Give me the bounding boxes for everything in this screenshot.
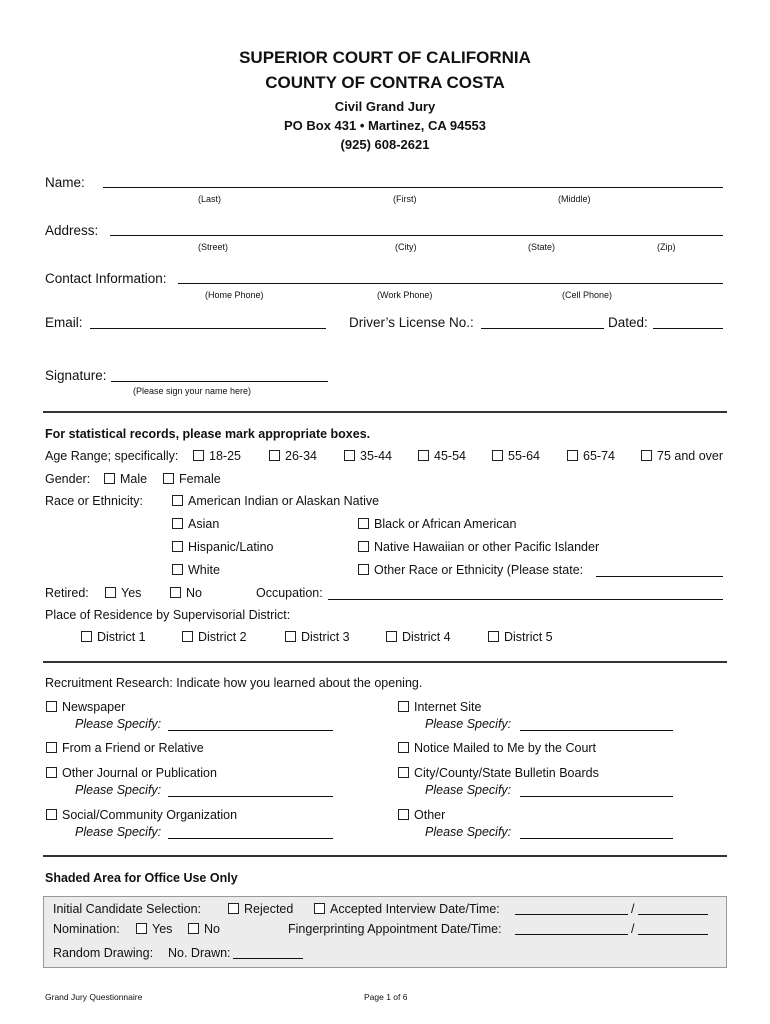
district-label: Place of Residence by Supervisorial District:: [45, 608, 291, 622]
office-use-heading: Shaded Area for Office Use Only: [45, 871, 238, 885]
age-option[interactable]: 26-34: [269, 449, 317, 463]
age-option[interactable]: 35-44: [344, 449, 392, 463]
number-drawn-label: No. Drawn:: [168, 946, 231, 960]
signature-field[interactable]: [111, 381, 328, 382]
retired-no-option[interactable]: No: [170, 586, 202, 600]
checkbox[interactable]: [46, 767, 57, 778]
internet-specify-field[interactable]: [520, 730, 673, 731]
checkbox[interactable]: [188, 923, 199, 934]
checkbox[interactable]: [567, 450, 578, 461]
district-option[interactable]: District 3: [285, 630, 350, 644]
rejected-option[interactable]: Rejected: [228, 902, 293, 916]
name-last-hint: (Last): [198, 194, 222, 204]
social-specify-field[interactable]: [168, 838, 333, 839]
accepted-time-field[interactable]: [638, 914, 708, 915]
dated-label: Dated:: [608, 315, 648, 330]
license-field[interactable]: [481, 328, 604, 329]
age-option[interactable]: 55-64: [492, 449, 540, 463]
checkbox[interactable]: [105, 587, 116, 598]
checkbox[interactable]: [641, 450, 652, 461]
age-option[interactable]: 18-25: [193, 449, 241, 463]
checkbox[interactable]: [136, 923, 147, 934]
occupation-label: Occupation:: [256, 586, 323, 600]
checkbox[interactable]: [358, 541, 369, 552]
other-specify-field[interactable]: [520, 838, 673, 839]
checkbox[interactable]: [163, 473, 174, 484]
please-specify-label: Please Specify:: [75, 717, 162, 731]
fingerprint-label: Fingerprinting Appointment Date/Time:: [288, 922, 502, 936]
district-option[interactable]: District 4: [386, 630, 451, 644]
address-state-hint: (State): [528, 242, 556, 252]
recruit-notice-option[interactable]: Notice Mailed to Me by the Court: [398, 741, 596, 755]
please-specify-label: Please Specify:: [425, 717, 512, 731]
please-specify-label: Please Specify:: [425, 783, 512, 797]
name-label: Name:: [45, 175, 85, 190]
footer-title: Grand Jury Questionnaire: [45, 992, 143, 1002]
initial-selection-label: Initial Candidate Selection:: [53, 902, 202, 916]
gender-option-male[interactable]: Male: [104, 472, 147, 486]
checkbox[interactable]: [46, 809, 57, 820]
race-other-field[interactable]: [596, 576, 723, 577]
date-time-separator: /: [631, 902, 635, 916]
email-field[interactable]: [90, 328, 326, 329]
race-label: Race or Ethnicity:: [45, 494, 143, 508]
stats-heading: For statistical records, please mark appropriate boxes.: [45, 427, 371, 441]
checkbox[interactable]: [172, 564, 183, 575]
nomination-label: Nomination:: [53, 922, 120, 936]
please-specify-label: Please Specify:: [75, 783, 162, 797]
mailing-address: PO Box 431 • Martinez, CA 94553: [283, 118, 487, 133]
name-middle-hint: (Middle): [558, 194, 591, 204]
fingerprint-time-field[interactable]: [638, 934, 708, 935]
checkbox[interactable]: [492, 450, 503, 461]
checkbox[interactable]: [193, 450, 204, 461]
age-option[interactable]: 65-74: [567, 449, 615, 463]
checkbox[interactable]: [398, 767, 409, 778]
section-divider: [43, 661, 727, 663]
gender-label: Gender:: [45, 472, 91, 486]
race-option[interactable]: Hispanic/Latino: [172, 540, 273, 554]
county-title: COUNTY OF CONTRA COSTA: [265, 73, 505, 92]
occupation-field[interactable]: [328, 599, 723, 600]
name-first-hint: (First): [393, 194, 417, 204]
cell-phone-hint: (Cell Phone): [562, 290, 613, 300]
age-option[interactable]: 45-54: [418, 449, 466, 463]
number-drawn-field[interactable]: [233, 958, 303, 959]
address-field[interactable]: [110, 235, 723, 236]
checkbox[interactable]: [104, 473, 115, 484]
checkbox[interactable]: [386, 631, 397, 642]
checkbox[interactable]: [358, 518, 369, 529]
recruit-internet-option[interactable]: Internet Site: [398, 700, 481, 714]
address-zip-hint: (Zip): [657, 242, 676, 252]
license-label: Driver’s License No.:: [349, 315, 474, 330]
grand-jury-title: Civil Grand Jury: [334, 99, 436, 114]
signature-label: Signature:: [45, 368, 107, 383]
recruit-other-option[interactable]: Other: [398, 808, 445, 822]
checkbox[interactable]: [182, 631, 193, 642]
race-option[interactable]: Black or African American: [358, 517, 516, 531]
work-phone-hint: (Work Phone): [377, 290, 433, 300]
address-city-hint: (City): [395, 242, 417, 252]
district-option[interactable]: District 1: [81, 630, 146, 644]
recruit-friend-option[interactable]: From a Friend or Relative: [46, 741, 204, 755]
checkbox[interactable]: [172, 518, 183, 529]
checkbox[interactable]: [170, 587, 181, 598]
district-option[interactable]: District 5: [488, 630, 553, 644]
checkbox[interactable]: [398, 809, 409, 820]
gender-option-female[interactable]: Female: [163, 472, 221, 486]
date-time-separator: /: [631, 922, 635, 936]
recruit-social-option[interactable]: Social/Community Organization: [46, 808, 237, 822]
checkbox[interactable]: [358, 564, 369, 575]
contact-label: Contact Information:: [45, 271, 167, 286]
race-option[interactable]: American Indian or Alaskan Native: [172, 494, 379, 508]
please-specify-label: Please Specify:: [75, 825, 162, 839]
nomination-yes-option[interactable]: Yes: [136, 922, 172, 936]
section-divider: [43, 855, 727, 857]
fingerprint-date-field[interactable]: [515, 934, 628, 935]
dated-field[interactable]: [653, 328, 723, 329]
race-option-other[interactable]: Other Race or Ethnicity (Please state:: [358, 563, 583, 577]
phone-number: (925) 608-2621: [340, 137, 430, 152]
checkbox[interactable]: [269, 450, 280, 461]
checkbox[interactable]: [488, 631, 499, 642]
recruit-journal-option[interactable]: Other Journal or Publication: [46, 766, 217, 780]
court-title: SUPERIOR COURT OF CALIFORNIA: [239, 48, 531, 67]
checkbox[interactable]: [285, 631, 296, 642]
checkbox[interactable]: [398, 701, 409, 712]
signature-hint: (Please sign your name here): [133, 386, 252, 396]
checkbox[interactable]: [418, 450, 429, 461]
retired-yes-option[interactable]: Yes: [105, 586, 141, 600]
checkbox[interactable]: [228, 903, 239, 914]
newspaper-specify-field[interactable]: [168, 730, 333, 731]
home-phone-hint: (Home Phone): [205, 290, 264, 300]
district-option[interactable]: District 2: [182, 630, 247, 644]
race-option[interactable]: White: [172, 563, 220, 577]
checkbox[interactable]: [172, 541, 183, 552]
checkbox[interactable]: [46, 701, 57, 712]
checkbox[interactable]: [46, 742, 57, 753]
random-drawing-label: Random Drawing:: [53, 946, 154, 960]
recruit-bulletin-option[interactable]: City/County/State Bulletin Boards: [398, 766, 599, 780]
name-field[interactable]: [103, 187, 723, 188]
race-option[interactable]: Asian: [172, 517, 219, 531]
recruitment-heading: Recruitment Research: Indicate how you learned about the opening.: [45, 676, 423, 690]
contact-field[interactable]: [178, 283, 723, 284]
checkbox[interactable]: [81, 631, 92, 642]
address-street-hint: (Street): [198, 242, 229, 252]
checkbox[interactable]: [398, 742, 409, 753]
checkbox[interactable]: [314, 903, 325, 914]
race-option[interactable]: Native Hawaiian or other Pacific Islander: [358, 540, 599, 554]
accepted-date-field[interactable]: [515, 914, 628, 915]
page-number: Page 1 of 6: [364, 992, 408, 1002]
address-label: Address:: [45, 223, 99, 238]
checkbox[interactable]: [172, 495, 183, 506]
age-range-label: Age Range; specifically:: [45, 449, 179, 463]
journal-specify-field[interactable]: [168, 796, 333, 797]
recruit-newspaper-option[interactable]: Newspaper: [46, 700, 125, 714]
checkbox[interactable]: [344, 450, 355, 461]
please-specify-label: Please Specify:: [425, 825, 512, 839]
section-divider: [43, 411, 727, 413]
accepted-option[interactable]: Accepted Interview Date/Time:: [314, 902, 500, 916]
email-label: Email:: [45, 315, 83, 330]
bulletin-specify-field[interactable]: [520, 796, 673, 797]
nomination-no-option[interactable]: No: [188, 922, 220, 936]
age-option[interactable]: 75 and over: [641, 449, 723, 463]
retired-label: Retired:: [45, 586, 89, 600]
